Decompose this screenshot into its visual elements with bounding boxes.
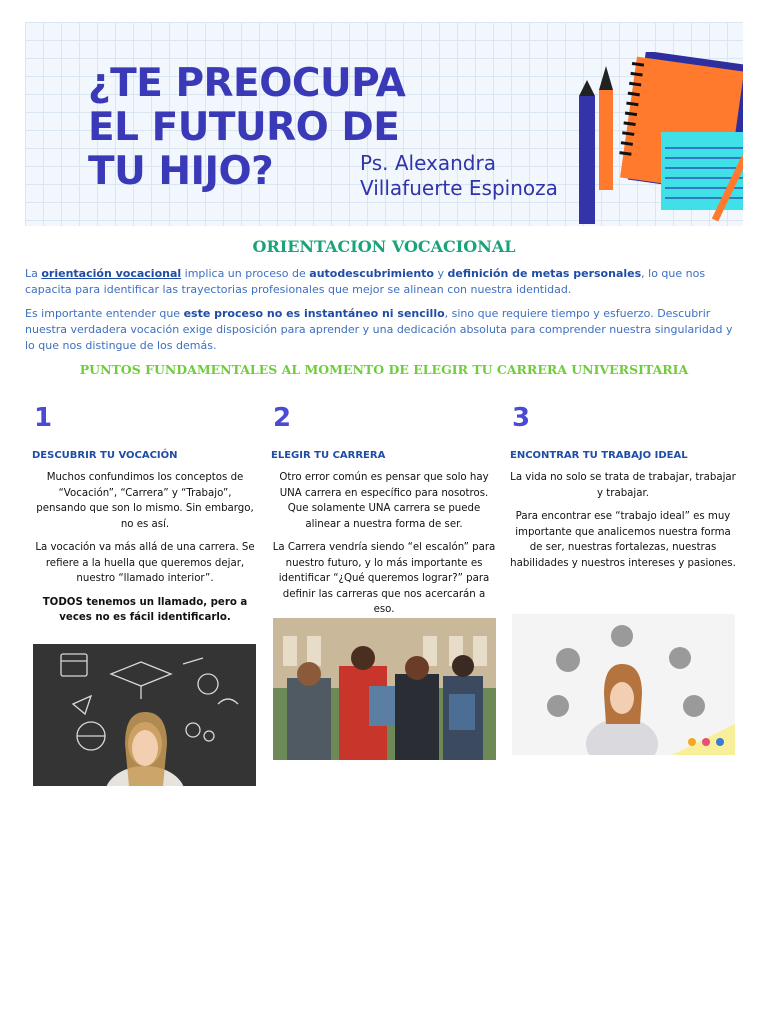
banner-title-line: EL FUTURO DE bbox=[88, 105, 400, 150]
girl-thinking-photo bbox=[512, 614, 735, 755]
intro-paragraph-1 bbox=[25, 266, 745, 298]
text: La bbox=[25, 267, 42, 280]
banner-title bbox=[88, 62, 405, 194]
point-column-2 bbox=[271, 398, 497, 626]
notebook-pencils-illustration bbox=[565, 52, 743, 226]
text: implica un proceso de bbox=[181, 267, 310, 280]
banner-title-line: TU HIJO? bbox=[88, 149, 274, 194]
point-number: 2 bbox=[273, 403, 292, 433]
intro-paragraph-2 bbox=[25, 306, 745, 354]
point-paragraph: La Carrera vendría siendo “el escalón” para nuestro futuro, y lo más importante es identificar “¿Qué queremos lograr?” para definir las carreras que nos acercarán a eso. bbox=[272, 542, 496, 615]
point-paragraph: La vocación va más allá de una carrera. Se refiere a la huella que queremos dejar, nuestro “llamado interior”. bbox=[35, 542, 255, 584]
point-heading: ELEGIR TU CARRERA bbox=[271, 450, 386, 461]
text: Es importante entender que bbox=[25, 307, 184, 320]
author-line: Ps. Alexandra bbox=[360, 151, 496, 175]
point-heading: ENCONTRAR TU TRABAJO IDEAL bbox=[510, 450, 688, 461]
bold-text: definición de metas personales bbox=[447, 267, 642, 280]
header-banner bbox=[25, 22, 743, 226]
section-subtitle: PUNTOS FUNDAMENTALES AL MOMENTO DE ELEGIR TU CARRERA UNIVERSITARIA bbox=[79, 362, 689, 377]
point-column-1 bbox=[32, 398, 258, 634]
point-number: 1 bbox=[34, 403, 53, 433]
orientacion-vocacional-link[interactable]: orientación vocacional bbox=[41, 267, 182, 280]
bold-text: este proceso no es instantáneo ni sencillo bbox=[183, 307, 445, 320]
chalkboard-girl-photo bbox=[33, 644, 256, 786]
banner-title-line: ¿TE PREOCUPA bbox=[88, 61, 406, 106]
point-paragraph: La vida no solo se trata de trabajar, trabajar y trabajar. bbox=[510, 472, 736, 499]
bold-text: autodescubrimiento bbox=[309, 267, 434, 280]
point-paragraph: TODOS tenemos un llamado, pero a veces no es fácil identificarlo. bbox=[42, 596, 248, 623]
point-paragraph: Muchos confundimos los conceptos de “Vocación”, “Carrera” y “Trabajo”, pensando que son lo mismo. Sin embargo, no es así. bbox=[36, 472, 254, 530]
author-name bbox=[360, 151, 558, 201]
point-paragraph: Para encontrar ese “trabajo ideal” es muy importante que analicemos nuestra forma de ser, nuestras fortalezas, nuestras habilidades y nuestros intereses y pasiones. bbox=[510, 511, 736, 569]
point-number: 3 bbox=[512, 403, 531, 433]
students-image bbox=[273, 618, 496, 760]
students-group-photo bbox=[273, 618, 496, 760]
author-line: Villafuerte Espinoza bbox=[360, 176, 558, 200]
text: , lo que nos capacita para identificar las trayectorias profesionales que mejor se alinean con nuestra identidad. bbox=[25, 267, 706, 296]
text: y bbox=[433, 267, 448, 280]
point-column-3 bbox=[510, 398, 736, 579]
chalkboard-image bbox=[33, 644, 256, 786]
text: , sino que requiere tiempo y esfuerzo. Descubrir nuestra verdadera vocación exige disposición para aprender y una dedicación absoluta para comprender nuestra singularidad y lo que nos distingue de los demás. bbox=[25, 307, 733, 352]
career-options-image bbox=[512, 614, 735, 755]
point-paragraph: Otro error común es pensar que solo hay UNA carrera en específico para nosotros. Que solamente UNA carrera se puede alinear a nuestra forma de ser. bbox=[279, 472, 489, 530]
point-heading: DESCUBRIR TU VOCACIÓN bbox=[32, 450, 178, 461]
main-title: ORIENTACION VOCACIONAL bbox=[252, 237, 516, 256]
